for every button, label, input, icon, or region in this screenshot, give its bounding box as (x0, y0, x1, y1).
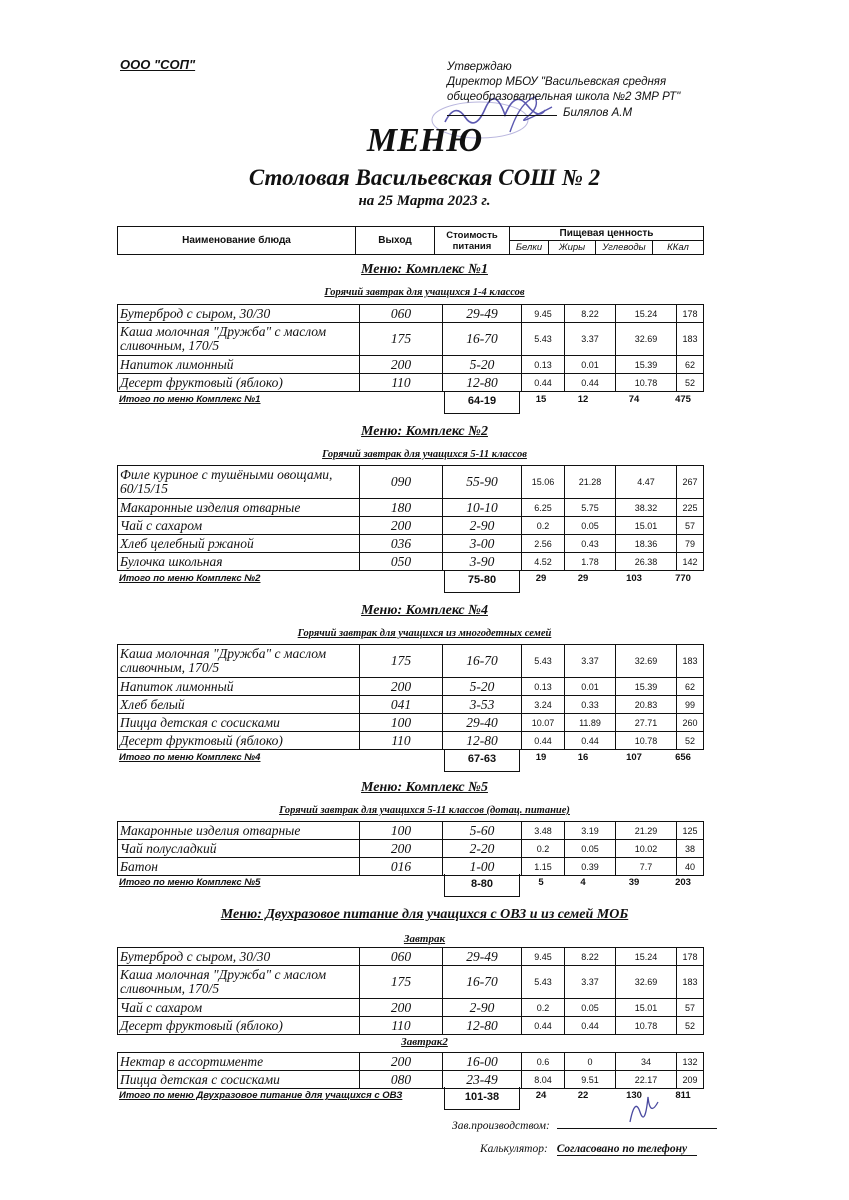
section-title: Меню: Комплекс №5 (361, 780, 488, 795)
dish-cost: 29-40 (443, 714, 522, 732)
dish-carbs: 32.69 (616, 323, 677, 356)
total-proteins: 19 (535, 752, 547, 763)
total-proteins: 29 (535, 573, 547, 584)
meal-group-label: Завтрак (403, 933, 446, 945)
total-proteins: 15 (535, 394, 547, 405)
total-row (117, 750, 704, 768)
dish-carbs: 10.78 (616, 732, 677, 750)
dish-carbs: 32.69 (616, 966, 677, 999)
total-label: Итого по меню Комплекс №5 (119, 877, 261, 888)
dish-name: Пицца детская с сосисками (118, 1071, 360, 1089)
dish-yield: 110 (360, 732, 443, 750)
dish-cost: 5-20 (443, 356, 522, 374)
dish-fats: 0.44 (565, 374, 616, 392)
total-row (117, 875, 704, 893)
dish-name: Чай с сахаром (118, 999, 360, 1017)
approve-school: общеобразовательная школа №2 ЗМР РТ" (447, 91, 681, 103)
table-row (118, 1017, 704, 1035)
dish-kcal: 57 (677, 999, 704, 1017)
dish-name: Батон (118, 858, 360, 876)
dish-fats: 0.05 (565, 999, 616, 1017)
calculator-line (480, 1143, 697, 1156)
total-cost: 8-80 (444, 874, 520, 897)
col-carbs: Углеводы (596, 241, 653, 255)
organization-name: ООО "СОП" (120, 57, 196, 72)
col-nutrition: Пищевая ценность (510, 227, 704, 241)
total-cost: 75-80 (444, 570, 520, 593)
dish-yield: 175 (360, 645, 443, 678)
page-title: МЕНЮ (366, 122, 483, 159)
col-name: Наименование блюда (118, 227, 356, 255)
dish-proteins: 0.6 (522, 1053, 565, 1071)
dish-name: Хлеб целебный ржаной (118, 535, 360, 553)
table-row (118, 374, 704, 392)
dish-proteins: 0.44 (522, 374, 565, 392)
menu-table (117, 1052, 704, 1089)
total-cost: 64-19 (444, 391, 520, 414)
calculator-value: Согласовано по телефону (557, 1143, 697, 1156)
dish-name: Макаронные изделия отварные (118, 499, 360, 517)
dish-proteins: 0.13 (522, 678, 565, 696)
dish-carbs: 21.29 (616, 822, 677, 840)
dish-yield: 041 (360, 696, 443, 714)
total-kcal: 656 (675, 752, 691, 763)
dish-name: Макаронные изделия отварные (118, 822, 360, 840)
dish-name: Бутерброд с сыром, 30/30 (118, 305, 360, 323)
col-yield: Выход (356, 227, 435, 255)
dish-name: Десерт фруктовый (яблоко) (118, 732, 360, 750)
dish-carbs: 15.39 (616, 356, 677, 374)
dish-fats: 5.75 (565, 499, 616, 517)
dish-proteins: 5.43 (522, 966, 565, 999)
dish-fats: 3.37 (565, 323, 616, 356)
dish-name: Булочка школьная (118, 553, 360, 571)
total-label: Итого по меню Двухразовое питание для учащихся с ОВЗ (119, 1090, 403, 1101)
dish-carbs: 32.69 (616, 645, 677, 678)
menu-table (117, 644, 704, 750)
total-fats: 29 (577, 573, 589, 584)
col-cost: Стоимость питания (435, 227, 510, 255)
dish-proteins: 1.15 (522, 858, 565, 876)
dish-yield: 016 (360, 858, 443, 876)
production-signature-line (557, 1128, 717, 1129)
dish-fats: 3.19 (565, 822, 616, 840)
dish-kcal: 178 (677, 305, 704, 323)
total-carbs: 74 (628, 394, 640, 405)
dish-fats: 0.05 (565, 517, 616, 535)
dish-cost: 29-49 (443, 948, 522, 966)
dish-fats: 0.01 (565, 678, 616, 696)
total-kcal: 770 (675, 573, 691, 584)
dish-carbs: 15.24 (616, 948, 677, 966)
dish-proteins: 0.44 (522, 732, 565, 750)
total-kcal: 811 (675, 1090, 691, 1101)
dish-carbs: 15.01 (616, 999, 677, 1017)
dish-fats: 3.37 (565, 645, 616, 678)
dish-cost: 16-70 (443, 966, 522, 999)
dish-carbs: 15.01 (616, 517, 677, 535)
dish-yield: 175 (360, 323, 443, 356)
menu-table (117, 304, 704, 392)
dish-fats: 0.01 (565, 356, 616, 374)
dish-proteins: 0.13 (522, 356, 565, 374)
dish-yield: 110 (360, 1017, 443, 1035)
dish-fats: 8.22 (565, 948, 616, 966)
dish-name: Нектар в ассортименте (118, 1053, 360, 1071)
dish-name: Чай полусладкий (118, 840, 360, 858)
dish-fats: 8.22 (565, 305, 616, 323)
total-carbs: 103 (626, 573, 642, 584)
dish-cost: 2-90 (443, 999, 522, 1017)
menu-table (117, 465, 704, 571)
dish-name: Бутерброд с сыром, 30/30 (118, 948, 360, 966)
dish-kcal: 178 (677, 948, 704, 966)
dish-cost: 16-70 (443, 645, 522, 678)
dish-yield: 060 (360, 948, 443, 966)
dish-kcal: 62 (677, 678, 704, 696)
dish-cost: 16-70 (443, 323, 522, 356)
section-subtitle: Горячий завтрак для учащихся 1-4 классов (324, 287, 525, 298)
dish-carbs: 10.78 (616, 1017, 677, 1035)
dish-kcal: 225 (677, 499, 704, 517)
dish-carbs: 38.32 (616, 499, 677, 517)
dish-kcal: 99 (677, 696, 704, 714)
total-fats: 4 (580, 877, 586, 888)
table-row (118, 678, 704, 696)
dish-cost: 12-80 (443, 374, 522, 392)
total-row (117, 1088, 704, 1106)
dish-name: Каша молочная "Дружба" с маслом сливочным, 170/5 (118, 966, 360, 999)
dish-cost: 5-20 (443, 678, 522, 696)
dish-kcal: 125 (677, 822, 704, 840)
table-row (118, 999, 704, 1017)
dish-fats: 0.44 (565, 1017, 616, 1035)
table-row (118, 840, 704, 858)
approve-name: Билялов А.М (563, 107, 633, 119)
dish-kcal: 52 (677, 732, 704, 750)
total-proteins: 24 (535, 1090, 547, 1101)
table-row (118, 822, 704, 840)
total-cost: 101-38 (444, 1087, 520, 1110)
dish-name: Напиток лимонный (118, 356, 360, 374)
dish-proteins: 6.25 (522, 499, 565, 517)
dish-carbs: 22.17 (616, 1071, 677, 1089)
column-header (117, 226, 704, 255)
menu-table (117, 821, 704, 876)
dish-kcal: 52 (677, 1017, 704, 1035)
dish-fats: 0 (565, 1053, 616, 1071)
dish-cost: 3-53 (443, 696, 522, 714)
dish-fats: 0.33 (565, 696, 616, 714)
dish-yield: 200 (360, 678, 443, 696)
dish-yield: 100 (360, 822, 443, 840)
section-title: Меню: Двухразовое питание для учащихся с ОВЗ и из семей МОБ (220, 907, 629, 922)
total-fats: 12 (577, 394, 589, 405)
dish-kcal: 183 (677, 966, 704, 999)
dish-name: Филе куриное с тушёными овощами, 60/15/15 (118, 466, 360, 499)
menu-table (117, 947, 704, 1035)
table-row (118, 948, 704, 966)
dish-name: Десерт фруктовый (яблоко) (118, 1017, 360, 1035)
dish-proteins: 3.24 (522, 696, 565, 714)
dish-yield: 200 (360, 1053, 443, 1071)
total-cost: 67-63 (444, 749, 520, 772)
table-row (118, 858, 704, 876)
dish-cost: 2-20 (443, 840, 522, 858)
dish-carbs: 15.39 (616, 678, 677, 696)
dish-cost: 55-90 (443, 466, 522, 499)
section-title: Меню: Комплекс №1 (361, 262, 488, 277)
dish-cost: 1-00 (443, 858, 522, 876)
dish-carbs: 26.38 (616, 553, 677, 571)
dish-fats: 0.44 (565, 732, 616, 750)
table-row (118, 323, 704, 356)
dish-kcal: 267 (677, 466, 704, 499)
production-manager-line (452, 1120, 717, 1132)
dish-proteins: 4.52 (522, 553, 565, 571)
dish-carbs: 10.78 (616, 374, 677, 392)
table-row (118, 1071, 704, 1089)
col-kcal: ККал (653, 241, 704, 255)
canteen-name: Столовая Васильевская СОШ № 2 (248, 165, 601, 190)
section-title: Меню: Комплекс №4 (361, 603, 488, 618)
dish-carbs: 7.7 (616, 858, 677, 876)
dish-proteins: 0.2 (522, 999, 565, 1017)
dish-name: Каша молочная "Дружба" с маслом сливочным, 170/5 (118, 645, 360, 678)
total-label: Итого по меню Комплекс №1 (119, 394, 261, 405)
dish-yield: 175 (360, 966, 443, 999)
total-row (117, 571, 704, 589)
dish-kcal: 52 (677, 374, 704, 392)
dish-proteins: 2.56 (522, 535, 565, 553)
dish-fats: 3.37 (565, 966, 616, 999)
dish-kcal: 38 (677, 840, 704, 858)
dish-kcal: 183 (677, 323, 704, 356)
section-title: Меню: Комплекс №2 (361, 424, 488, 439)
dish-name: Десерт фруктовый (яблоко) (118, 374, 360, 392)
dish-kcal: 209 (677, 1071, 704, 1089)
dish-yield: 060 (360, 305, 443, 323)
dish-cost: 29-49 (443, 305, 522, 323)
dish-carbs: 10.02 (616, 840, 677, 858)
table-row (118, 645, 704, 678)
dish-cost: 16-00 (443, 1053, 522, 1071)
table-row (118, 966, 704, 999)
total-kcal: 203 (675, 877, 691, 888)
approve-label: Утверждаю (447, 61, 512, 73)
table-row (118, 356, 704, 374)
dish-yield: 080 (360, 1071, 443, 1089)
approve-position: Директор МБОУ "Васильевская средняя (447, 76, 667, 88)
dish-name: Каша молочная "Дружба" с маслом сливочным, 170/5 (118, 323, 360, 356)
table-row (118, 1053, 704, 1071)
total-carbs: 130 (626, 1090, 642, 1101)
dish-proteins: 9.45 (522, 305, 565, 323)
dish-yield: 200 (360, 356, 443, 374)
section-subtitle: Горячий завтрак для учащихся 5-11 классов (322, 449, 527, 460)
dish-proteins: 15.06 (522, 466, 565, 499)
dish-name: Чай с сахаром (118, 517, 360, 535)
dish-yield: 090 (360, 466, 443, 499)
total-label: Итого по меню Комплекс №4 (119, 752, 261, 763)
dish-yield: 180 (360, 499, 443, 517)
dish-kcal: 62 (677, 356, 704, 374)
dish-proteins: 10.07 (522, 714, 565, 732)
dish-kcal: 79 (677, 535, 704, 553)
dish-yield: 200 (360, 999, 443, 1017)
meal-group-label: Завтрак2 (401, 1036, 448, 1048)
dish-cost: 3-90 (443, 553, 522, 571)
dish-kcal: 142 (677, 553, 704, 571)
dish-yield: 036 (360, 535, 443, 553)
approval-block (447, 60, 680, 121)
dish-proteins: 0.2 (522, 517, 565, 535)
dish-fats: 0.05 (565, 840, 616, 858)
production-label: Зав.производством: (452, 1120, 550, 1132)
dish-carbs: 34 (616, 1053, 677, 1071)
dish-kcal: 132 (677, 1053, 704, 1071)
dish-fats: 9.51 (565, 1071, 616, 1089)
dish-yield: 200 (360, 517, 443, 535)
col-proteins: Белки (510, 241, 549, 255)
dish-yield: 200 (360, 840, 443, 858)
total-row (117, 392, 704, 410)
dish-proteins: 8.04 (522, 1071, 565, 1089)
dish-cost: 2-90 (443, 517, 522, 535)
total-carbs: 107 (626, 752, 642, 763)
dish-name: Пицца детская с сосисками (118, 714, 360, 732)
table-row (118, 696, 704, 714)
dish-cost: 12-80 (443, 732, 522, 750)
total-fats: 16 (577, 752, 589, 763)
total-label: Итого по меню Комплекс №2 (119, 573, 261, 584)
dish-carbs: 18.36 (616, 535, 677, 553)
dish-kcal: 260 (677, 714, 704, 732)
table-row (118, 535, 704, 553)
dish-proteins: 5.43 (522, 645, 565, 678)
table-row (118, 466, 704, 499)
table-row (118, 517, 704, 535)
dish-proteins: 9.45 (522, 948, 565, 966)
table-row (118, 732, 704, 750)
table-row (118, 553, 704, 571)
dish-cost: 3-00 (443, 535, 522, 553)
dish-fats: 0.39 (565, 858, 616, 876)
total-proteins: 5 (538, 877, 544, 888)
dish-carbs: 27.71 (616, 714, 677, 732)
dish-cost: 10-10 (443, 499, 522, 517)
total-fats: 22 (577, 1090, 589, 1101)
dish-name: Хлеб белый (118, 696, 360, 714)
dish-proteins: 5.43 (522, 323, 565, 356)
section-subtitle: Горячий завтрак для учащихся 5-11 классов (дотац. питание) (279, 805, 570, 816)
dish-proteins: 0.44 (522, 1017, 565, 1035)
dish-yield: 050 (360, 553, 443, 571)
dish-name: Напиток лимонный (118, 678, 360, 696)
dish-fats: 0.43 (565, 535, 616, 553)
table-row (118, 714, 704, 732)
dish-fats: 11.89 (565, 714, 616, 732)
menu-date: на 25 Марта 2023 г. (358, 193, 491, 209)
dish-carbs: 4.47 (616, 466, 677, 499)
dish-kcal: 40 (677, 858, 704, 876)
col-fats: Жиры (549, 241, 596, 255)
dish-proteins: 0.2 (522, 840, 565, 858)
signature-line (447, 105, 557, 116)
dish-cost: 23-49 (443, 1071, 522, 1089)
total-carbs: 39 (628, 877, 640, 888)
dish-carbs: 20.83 (616, 696, 677, 714)
dish-kcal: 183 (677, 645, 704, 678)
section-subtitle: Горячий завтрак для учащихся из многодетных семей (297, 628, 552, 639)
dish-yield: 110 (360, 374, 443, 392)
dish-fats: 21.28 (565, 466, 616, 499)
table-row (118, 499, 704, 517)
calculator-label: Калькулятор: (480, 1143, 548, 1155)
dish-cost: 5-60 (443, 822, 522, 840)
dish-carbs: 15.24 (616, 305, 677, 323)
dish-cost: 12-80 (443, 1017, 522, 1035)
dish-kcal: 57 (677, 517, 704, 535)
dish-yield: 100 (360, 714, 443, 732)
dish-proteins: 3.48 (522, 822, 565, 840)
total-kcal: 475 (675, 394, 691, 405)
table-row (118, 305, 704, 323)
dish-fats: 1.78 (565, 553, 616, 571)
